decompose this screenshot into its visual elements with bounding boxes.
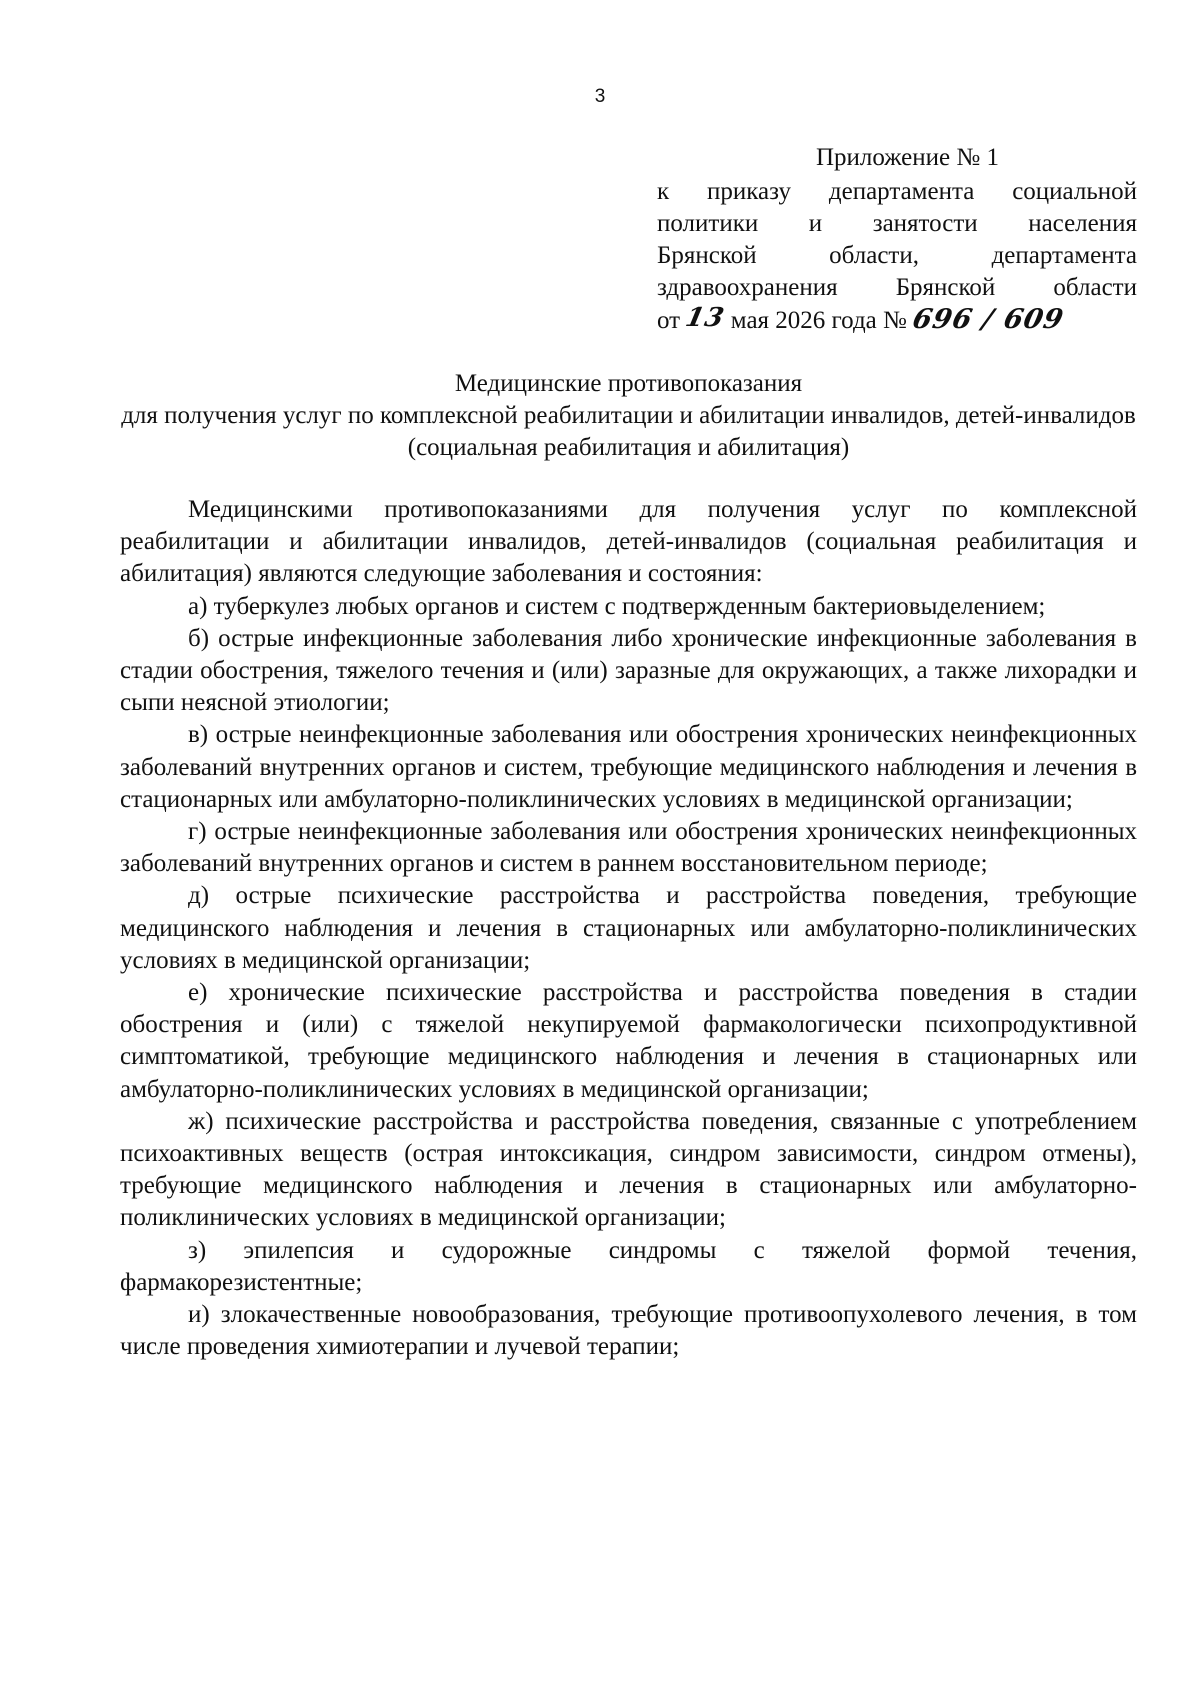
appendix-line-1-text [657, 176, 1137, 208]
document-title-line-1: Медицинские противопоказания [454, 370, 803, 397]
appendix-word: Брянской [895, 274, 996, 301]
appendix-word: социальной [1012, 178, 1137, 205]
appendix-word: области [1053, 274, 1137, 301]
paragraph-item-d: д) острые психические расстройства и расстройства поведения, требующие медицинского наблюдения и лечения в стационарных или амбулаторно-поликлинических условиях в медицинской организации; [120, 882, 1137, 974]
appendix-word: департамента [828, 178, 975, 205]
appendix-date-line [657, 304, 1137, 337]
appendix-word: здравоохранения [657, 274, 838, 301]
appendix-word: к [657, 178, 670, 205]
document-title [120, 368, 1137, 464]
paragraph-item-a: а) туберкулез любых органов и систем с подтвержденным бактериовыделением; [188, 592, 1046, 620]
appendix-line-3 [657, 240, 1137, 272]
paragraph-item-z: з) эпилепсия и судорожные синдромы с тяжелой формой течения, фармакорезистентные; [120, 1236, 1137, 1296]
paragraph-item-i: и) злокачественные новообразования, требующие противоопухолевого лечения, в том числе проведения химиотерапии и лучевой терапии; [120, 1301, 1137, 1361]
document-body [120, 494, 1137, 1363]
appendix-line-3-text [657, 240, 1137, 272]
handwritten-date: 13 [683, 303, 728, 333]
appendix-word: занятости [872, 210, 978, 237]
appendix-word: департамента [991, 242, 1137, 269]
appendix-header [657, 142, 1137, 337]
paragraph-item-zh: ж) психические расстройства и расстройства поведения, связанные с употреблением психоактивных веществ (острая интоксикация, синдром зависимости, синдром отмены), требующие медицинского наблюдения и лечения в стационарных или амбулаторно-поликлинических условиях в медицинской организации; [120, 1107, 1137, 1232]
date-prefix: от [657, 307, 681, 334]
handwritten-order-number: 696 / 609 [909, 304, 1067, 335]
appendix-title: Приложение № 1 [815, 144, 999, 171]
appendix-line-2-text [657, 208, 1137, 240]
paragraph-item-g: г) острые неинфекционные заболевания или обострения хронических неинфекционных заболеваний внутренних органов и систем в раннем восстановительном периоде; [120, 818, 1137, 878]
document-title-line-2: для получения услуг по комплексной реабилитации и абилитации инвалидов, детей-инвалидов (социальная реабилитация и абилитация) [121, 402, 1136, 461]
page-number: 3 [594, 86, 606, 107]
appendix-line-2 [657, 208, 1137, 240]
appendix-word: Брянской [657, 242, 757, 269]
appendix-word: населения [1028, 210, 1137, 237]
paragraph-item-b: б) острые инфекционные заболевания либо хронические инфекционные заболевания в стадии обострения, тяжелого течения и (или) заразные для окружающих, а также лихорадки и сыпи неясной этиологии; [120, 624, 1137, 717]
date-suffix: мая 2026 года № [730, 307, 907, 334]
appendix-line-4 [657, 272, 1137, 304]
paragraph-item-e: е) хронические психические расстройства и расстройства поведения в стадии обострения и (или) с тяжелой некупируемой фармакологически психопродуктивной симптоматикой, требующие медицинского наблюдения и лечения в стационарных или амбулаторно-поликлинических условиях в медицинской организации; [120, 979, 1137, 1103]
appendix-line-4-text [657, 272, 1137, 304]
paragraph-intro: Медицинскими противопоказаниями для получения услуг по комплексной реабилитации и абилитации инвалидов, детей-инвалидов (социальная реабилитация и абилитация) являются следующие заболевания и состояния: [120, 496, 1137, 588]
appendix-word: приказу [707, 178, 792, 205]
appendix-word: и [808, 210, 823, 237]
appendix-word: политики [657, 210, 759, 237]
appendix-word: области, [829, 242, 919, 269]
appendix-line-1 [657, 176, 1137, 208]
paragraph-item-v: в) острые неинфекционные заболевания или обострения хронических неинфекционных заболеваний внутренних органов и систем, требующие медицинского наблюдения и лечения в стационарных или амбулаторно-поликлинических условиях в медицинской организации; [120, 721, 1137, 813]
appendix-reference [657, 176, 1137, 337]
